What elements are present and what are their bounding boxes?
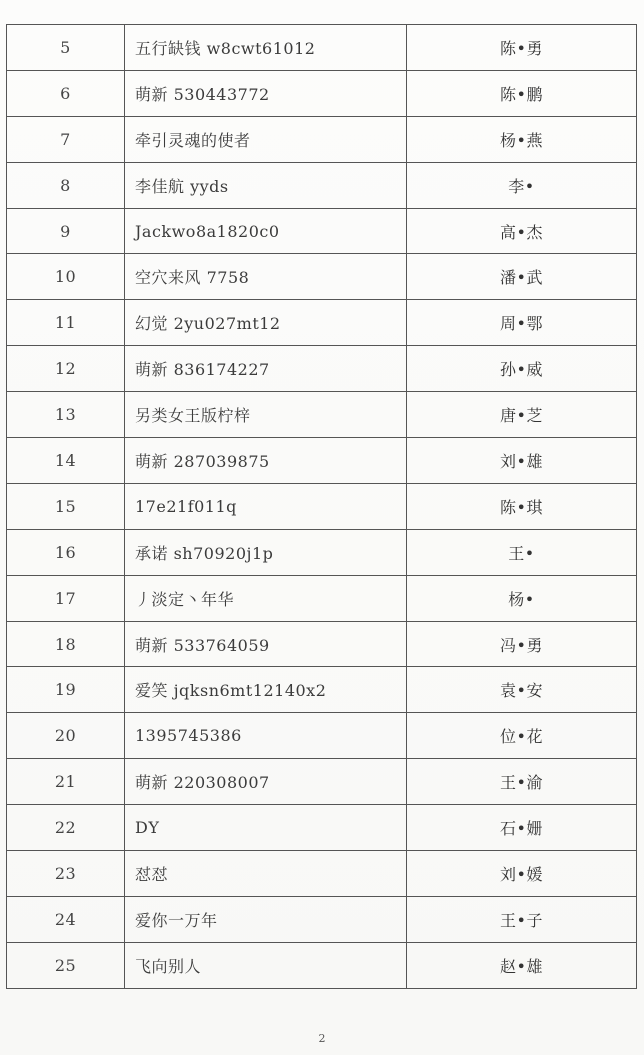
name-cell: 石•姗 <box>407 805 637 851</box>
nickname-cell: 幻觉 2yu027mt12 <box>125 300 407 346</box>
name-cell: 陈•勇 <box>407 25 637 71</box>
table-row <box>7 942 637 988</box>
nickname-cell: 萌新 287039875 <box>125 438 407 484</box>
row-index-cell: 10 <box>7 254 125 300</box>
name-cell: 唐•芝 <box>407 392 637 438</box>
name-cell: 杨•燕 <box>407 116 637 162</box>
name-cell: 杨• <box>407 575 637 621</box>
name-cell: 王• <box>407 529 637 575</box>
nickname-cell: 飞向别人 <box>125 942 407 988</box>
name-cell: 袁•安 <box>407 667 637 713</box>
table-row <box>7 438 637 484</box>
nickname-cell: 萌新 530443772 <box>125 70 407 116</box>
name-cell: 刘•雄 <box>407 438 637 484</box>
table-row <box>7 805 637 851</box>
table-row <box>7 483 637 529</box>
nickname-cell: 牵引灵魂的使者 <box>125 116 407 162</box>
name-cell: 位•花 <box>407 713 637 759</box>
table-row <box>7 529 637 575</box>
table-row <box>7 851 637 897</box>
table-row <box>7 162 637 208</box>
row-index-cell: 16 <box>7 529 125 575</box>
table-row <box>7 621 637 667</box>
row-index-cell: 13 <box>7 392 125 438</box>
name-cell: 潘•武 <box>407 254 637 300</box>
nickname-cell: 另类女王版柠梓 <box>125 392 407 438</box>
name-cell: 陈•鹏 <box>407 70 637 116</box>
table-row <box>7 667 637 713</box>
row-index-cell: 22 <box>7 805 125 851</box>
nickname-cell: 五行缺钱 w8cwt61012 <box>125 25 407 71</box>
table-row <box>7 116 637 162</box>
nickname-cell: 17e21f011q <box>125 483 407 529</box>
table-row <box>7 896 637 942</box>
name-cell: 周•鄂 <box>407 300 637 346</box>
row-index-cell: 21 <box>7 759 125 805</box>
row-index-cell: 7 <box>7 116 125 162</box>
row-index-cell: 14 <box>7 438 125 484</box>
row-index-cell: 19 <box>7 667 125 713</box>
nickname-cell: Jackwo8a1820c0 <box>125 208 407 254</box>
nickname-cell: 萌新 533764059 <box>125 621 407 667</box>
table-row <box>7 392 637 438</box>
nickname-cell: 空穴来风 7758 <box>125 254 407 300</box>
row-index-cell: 23 <box>7 851 125 897</box>
name-cell: 孙•威 <box>407 346 637 392</box>
name-cell: 陈•琪 <box>407 483 637 529</box>
nickname-cell: 丿淡定丶年华 <box>125 575 407 621</box>
table-row <box>7 759 637 805</box>
name-cell: 刘•媛 <box>407 851 637 897</box>
table-row <box>7 70 637 116</box>
name-cell: 李• <box>407 162 637 208</box>
table-row <box>7 713 637 759</box>
name-cell: 冯•勇 <box>407 621 637 667</box>
row-index-cell: 12 <box>7 346 125 392</box>
name-cell: 赵•雄 <box>407 942 637 988</box>
nickname-cell: 萌新 836174227 <box>125 346 407 392</box>
nickname-cell: 萌新 220308007 <box>125 759 407 805</box>
row-index-cell: 18 <box>7 621 125 667</box>
row-index-cell: 25 <box>7 942 125 988</box>
nickname-cell: 1395745386 <box>125 713 407 759</box>
name-cell: 王•子 <box>407 896 637 942</box>
row-index-cell: 15 <box>7 483 125 529</box>
nickname-cell: 李佳航 yyds <box>125 162 407 208</box>
row-index-cell: 24 <box>7 896 125 942</box>
roster-table-body <box>7 25 637 989</box>
row-index-cell: 5 <box>7 25 125 71</box>
table-row <box>7 575 637 621</box>
nickname-cell: 怼怼 <box>125 851 407 897</box>
nickname-cell: 承诺 sh70920j1p <box>125 529 407 575</box>
row-index-cell: 11 <box>7 300 125 346</box>
roster-table <box>6 24 637 989</box>
row-index-cell: 17 <box>7 575 125 621</box>
table-row <box>7 300 637 346</box>
table-row <box>7 25 637 71</box>
table-row <box>7 254 637 300</box>
name-cell: 王•渝 <box>407 759 637 805</box>
name-cell: 高•杰 <box>407 208 637 254</box>
nickname-cell: DY <box>125 805 407 851</box>
nickname-cell: 爱你一万年 <box>125 896 407 942</box>
row-index-cell: 8 <box>7 162 125 208</box>
row-index-cell: 9 <box>7 208 125 254</box>
row-index-cell: 20 <box>7 713 125 759</box>
table-row <box>7 208 637 254</box>
nickname-cell: 爱笑 jqksn6mt12140x2 <box>125 667 407 713</box>
table-row <box>7 346 637 392</box>
page-number: 2 <box>318 1032 326 1045</box>
row-index-cell: 6 <box>7 70 125 116</box>
